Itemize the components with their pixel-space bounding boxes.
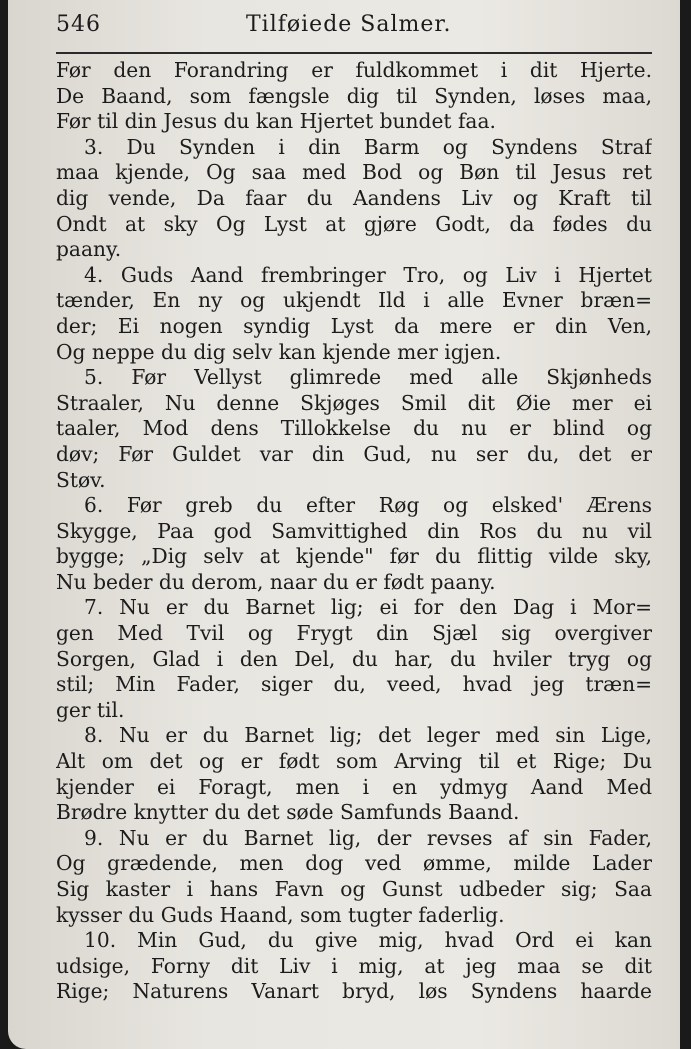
text-line: Sig kaster i hans Favn og Gunst udbeder sig; Saa bbox=[56, 877, 652, 901]
page-header bbox=[56, 12, 652, 54]
text-line: 10. Min Gud, du give mig, hvad Ord ei kan bbox=[84, 928, 652, 953]
text-line: 3. Du Synden i din Barm og Syndens Straf bbox=[84, 134, 652, 159]
hymn-text bbox=[56, 58, 652, 1005]
text-line: 9. Nu er du Barnet lig, der revses af sin Fader, bbox=[84, 825, 652, 850]
text-line: kysser du Guds Haand, som tugter faderlig. bbox=[56, 902, 505, 927]
text-line: Brødre knytter du det søde Samfunds Baand. bbox=[56, 800, 520, 825]
stanza-10 bbox=[56, 928, 652, 1005]
text-line: stil; Min Fader, siger du, veed, hvad jeg træn= bbox=[56, 672, 652, 697]
stanza-7 bbox=[56, 595, 652, 723]
text-line: 4. Guds Aand frembringer Tro, og Liv i Hjertet bbox=[84, 262, 652, 287]
text-line: bygge; „Dig selv at kjende" før du flittig vilde sky, bbox=[56, 544, 652, 569]
text-line: ger til. bbox=[56, 697, 125, 722]
text-line: De Baand, som fængsle dig til Synden, løses maa, bbox=[56, 83, 652, 108]
stanza-8 bbox=[56, 723, 652, 825]
stanza-4 bbox=[56, 263, 652, 365]
text-line: Nu beder du derom, naar du er født paany. bbox=[56, 569, 496, 594]
text-line: Før den Forandring er fuldkommet i dit Hjerte. bbox=[56, 58, 652, 82]
text-line: paany. bbox=[56, 237, 122, 262]
text-line: Straaler, Nu denne Skjøges Smil dit Øie mer ei bbox=[56, 390, 652, 415]
text-line: døv; Før Guldet var din Gud, nu ser du, det er bbox=[56, 441, 652, 466]
text-line: udsige, Forny dit Liv i mig, at jeg maa se dit bbox=[56, 953, 652, 978]
text-line: 6. Før greb du efter Røg og elsked' Ærens bbox=[84, 493, 652, 518]
text-line: Og neppe du dig selv kan kjende mer igjen. bbox=[56, 339, 502, 364]
text-line: Støv. bbox=[56, 467, 106, 492]
book-page bbox=[8, 0, 680, 1049]
text-line: tænder, En ny og ukjendt Ild i alle Evner bræn= bbox=[56, 288, 652, 313]
page-number: 546 bbox=[56, 12, 101, 37]
text-line: 5. Før Vellyst glimrede med alle Skjønheds bbox=[84, 365, 652, 390]
text-line: taaler, Mod dens Tillokkelse du nu er blind og bbox=[56, 416, 652, 441]
running-title: Tilføiede Salmer. bbox=[246, 12, 452, 37]
text-line: 7. Nu er du Barnet lig; ei for den Dag i Mor= bbox=[84, 595, 652, 620]
stanza-9 bbox=[56, 826, 652, 928]
text-line: Ondt at sky Og Lyst at gjøre Godt, da fødes du bbox=[56, 211, 652, 236]
stanza-5 bbox=[56, 365, 652, 493]
text-line: Sorgen, Glad i den Del, du har, du hviler tryg og bbox=[56, 646, 652, 671]
text-line: Alt om det og er født som Arving til et Rige; Du bbox=[56, 749, 652, 774]
stanza-6 bbox=[56, 493, 652, 595]
stanza-continuation bbox=[56, 58, 652, 135]
text-line: Og grædende, men dog ved ømme, milde Lader bbox=[56, 851, 652, 876]
text-line: maa kjende, Og saa med Bod og Bøn til Jesus ret bbox=[56, 160, 652, 185]
text-line: der; Ei nogen syndig Lyst da mere er din Ven, bbox=[56, 313, 652, 338]
text-line: dig vende, Da faar du Aandens Liv og Kraft til bbox=[56, 185, 652, 210]
text-line: Rige; Naturens Vanart bryd, løs Syndens haarde bbox=[56, 979, 652, 1004]
text-line: Før til din Jesus du kan Hjertet bundet faa. bbox=[56, 109, 496, 134]
text-line: Skygge, Paa god Samvittighed din Ros du nu vil bbox=[56, 518, 652, 543]
text-line: kjender ei Foragt, men i en ydmyg Aand Med bbox=[56, 774, 652, 799]
text-line: 8. Nu er du Barnet lig; det leger med sin Lige, bbox=[84, 723, 652, 748]
stanza-3 bbox=[56, 135, 652, 263]
text-line: gen Med Tvil og Frygt din Sjæl sig overgiver bbox=[56, 621, 652, 646]
